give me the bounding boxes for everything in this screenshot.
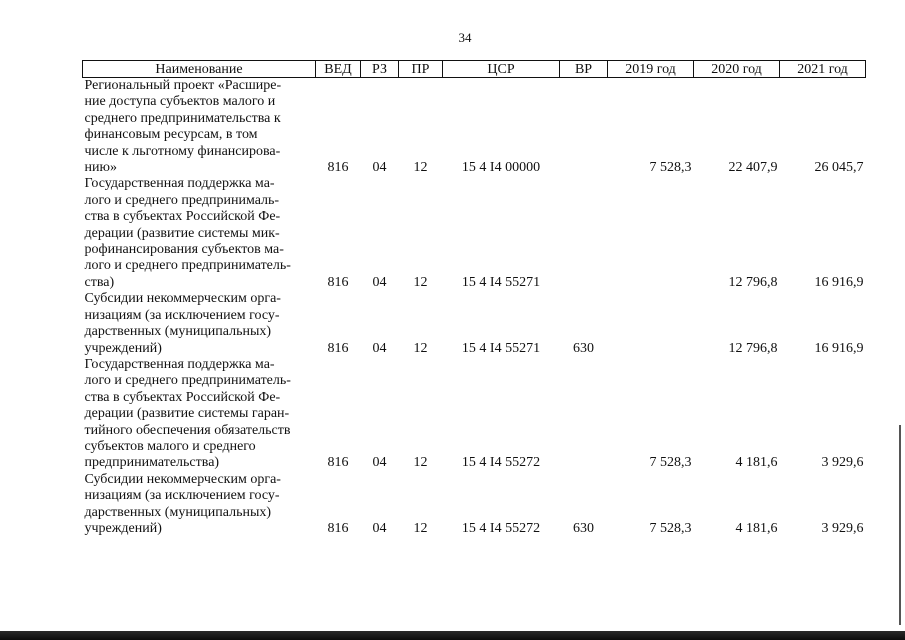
cell-rz: 04 [372,160,387,176]
row-name-line: дарственных (муниципальных) [84,504,272,520]
cell-vr [560,357,608,472]
cell-rz: 04 [372,455,387,471]
row-name [83,472,316,538]
cell-y2019: 7 528,3 [649,455,692,471]
table-body [83,78,866,538]
row-name [83,291,316,357]
row-name-line: ние доступа субъектов малого и [84,94,276,110]
cell-pr: 12 [413,455,428,471]
row-name-line: лого и среднего предприниматель- [84,258,291,274]
row-name-line: ства в субъектах Российской Фе- [84,209,281,225]
cell-y2021: 3 929,6 [821,455,864,471]
row-name-line: Региональный проект «Расшире- [84,78,282,93]
cell-y2020: 22 407,9 [728,160,778,176]
cell-y2019: 7 528,3 [649,520,692,536]
cell-pr: 12 [413,340,428,356]
row-name [83,78,316,177]
row-name-line: ства в субъектах Российской Фе- [84,389,281,405]
cell-vr: 630 [573,340,594,356]
row-name-line: нию» [84,160,117,176]
scan-edge-line [899,425,901,625]
cell-csr: 15 4 I4 55272 [461,455,541,471]
cell-csr: 15 4 I4 55271 [461,340,541,356]
cell-ved: 816 [327,274,349,290]
table-row [83,78,866,177]
cell-y2019: 7 528,3 [649,160,692,176]
cell-y2021: 16 916,9 [814,340,864,356]
cell-y2019 [608,291,694,357]
header-pr: ПР [399,61,443,78]
row-name-line: дерации (развитие системы мик- [84,225,280,241]
cell-rz: 04 [372,520,387,536]
row-name-line: предпринимательства) [84,455,220,471]
cell-vr [560,78,608,177]
table-row [83,291,866,357]
row-name-line: ства) [84,274,115,290]
row-name-line: Субсидии некоммерческим орга- [84,291,281,307]
cell-vr [560,176,608,291]
table-header [83,61,866,78]
row-name [83,176,316,291]
cell-y2020: 12 796,8 [728,340,778,356]
row-name-line: числе к льготному финансирова- [84,143,281,159]
header-rz: РЗ [361,61,399,78]
cell-ved: 816 [327,520,349,536]
header-vr: ВР [560,61,608,78]
cell-rz: 04 [372,274,387,290]
scan-bottom-border [0,631,905,640]
row-name [83,357,316,472]
cell-ved: 816 [327,455,349,471]
row-name-line: низациям (за исключением госу- [84,488,280,504]
row-name-line: Государственная поддержка ма- [84,356,275,372]
table-row [83,357,866,472]
row-name-line: дарственных (муниципальных) [84,324,272,340]
cell-pr: 12 [413,520,428,536]
table-row [83,472,866,538]
header-2019: 2019 год [608,61,694,78]
cell-ved: 816 [327,340,349,356]
row-name-line: дерации (развитие системы гаран- [84,406,290,422]
cell-y2020: 4 181,6 [735,455,778,471]
header-csr: ЦСР [443,61,560,78]
cell-vr: 630 [573,520,594,536]
cell-y2020: 12 796,8 [728,274,778,290]
row-name-line: учреждений) [84,520,162,536]
header-name: Наименование [83,61,316,78]
header-2020: 2020 год [694,61,780,78]
cell-y2021: 3 929,6 [821,520,864,536]
row-name-line: Государственная поддержка ма- [84,176,275,192]
cell-rz: 04 [372,340,387,356]
cell-y2021: 16 916,9 [814,274,864,290]
row-name-line: учреждений) [84,340,162,356]
header-ved: ВЕД [316,61,361,78]
header-2021: 2021 год [780,61,866,78]
row-name-line: субъектов малого и среднего [84,438,256,454]
page-number: 34 [458,30,472,45]
row-name-line: финансовым ресурсам, в том [84,127,258,143]
row-name-line: тийного обеспечения обязательств [84,422,291,438]
row-name-line: Субсидии некоммерческим орга- [84,471,281,487]
cell-y2021: 26 045,7 [814,160,864,176]
row-name-line: среднего предпринимательства к [84,110,281,126]
row-name-line: лого и среднего предприниматель- [84,373,291,389]
budget-table [82,60,866,537]
cell-csr: 15 4 I4 00000 [461,160,541,176]
cell-y2020: 4 181,6 [735,520,778,536]
row-name-line: рофинансирования субъектов ма- [84,242,284,258]
row-name-line: лого и среднего предпринималь- [84,192,280,208]
table-row [83,176,866,291]
cell-pr: 12 [413,274,428,290]
cell-csr: 15 4 I4 55272 [461,520,541,536]
cell-ved: 816 [327,160,349,176]
cell-pr: 12 [413,160,428,176]
cell-y2019 [608,176,694,291]
cell-csr: 15 4 I4 55271 [461,274,541,290]
row-name-line: низациям (за исключением госу- [84,307,280,323]
